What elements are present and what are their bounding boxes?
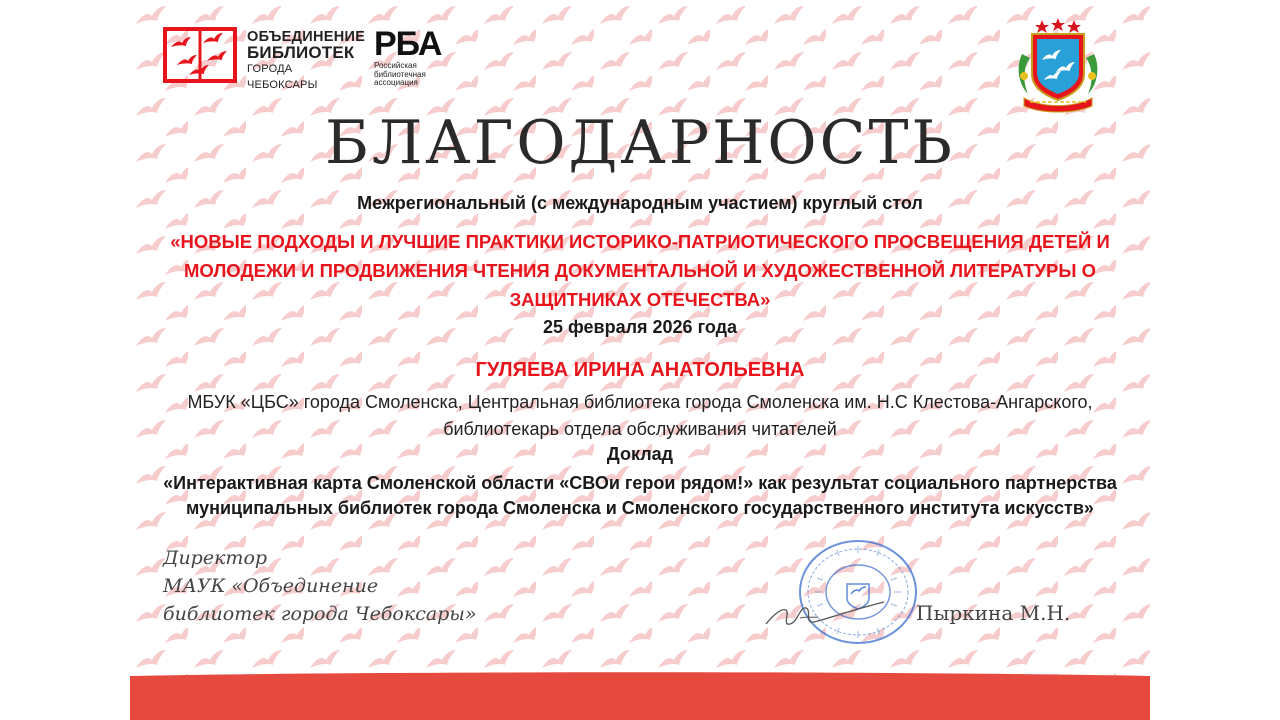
library-logo-line3: ГОРОДА ЧЕБОКСАРЫ (247, 63, 318, 91)
director-line2: МАУК «Объединение (163, 575, 379, 597)
library-union-logo (163, 27, 366, 91)
library-union-logo-text (247, 29, 365, 93)
rba-line1: Российская (374, 61, 417, 70)
event-date: 25 февраля 2026 года (542, 317, 738, 337)
book-with-birds-icon (163, 27, 237, 83)
director-line1: Директор (163, 547, 268, 569)
library-logo-line2: БИБЛИОТЕК (247, 43, 355, 62)
report-title: «Интерактивная карта Смоленской области «СВОи герои рядом!» как результат социального партнерства муниципальных библиотек города Смоленска и Смоленского государственного института искусств» (163, 473, 1117, 518)
event-name: «НОВЫЕ ПОДХОДЫ И ЛУЧШИЕ ПРАКТИКИ ИСТОРИКО-ПАТРИОТИЧЕСКОГО ПРОСВЕЩЕНИЯ ДЕТЕЙ И МОЛОДЕЖИ И ПРОДВИЖЕНИЯ ЧТЕНИЯ ДОКУМЕНТАЛЬНОЙ И ХУДОЖЕСТВЕННОЙ ЛИТЕРАТУРЫ О ЗАЩИТНИКАХ ОТЕЧЕСТВА» (170, 231, 1110, 310)
report-label: Доклад (606, 444, 674, 464)
library-logo-line1: ОБЪЕДИНЕНИЕ (247, 29, 366, 45)
event-type: Межрегиональный (с международным участием) круглый стол (357, 193, 923, 213)
rba-logo (374, 26, 474, 90)
cheboksary-coat-of-arms-icon (1012, 18, 1104, 114)
rba-abbr: РБА (374, 25, 442, 63)
handwritten-signature-icon (760, 588, 890, 634)
director-line3: библиотек города Чебоксары» (163, 603, 477, 625)
certificate-title: БЛАГОДАРНОСТЬ (325, 108, 955, 178)
rba-line2: библиотечная (374, 69, 426, 79)
director-position (163, 544, 476, 628)
recipient-name: ГУЛЯЕВА ИРИНА АНАТОЛЬЕВНА (475, 359, 805, 381)
rba-line3: ассоциация (374, 78, 418, 87)
signer-name: Пыркина М.Н. (916, 601, 1071, 625)
footer-red-band (130, 672, 1150, 720)
recipient-organization: МБУК «ЦБС» города Смоленска, Центральная библиотека города Смоленска им. Н.С Клестова-Ангарского, библиотекарь отдела обслуживания читателей (187, 392, 1093, 439)
